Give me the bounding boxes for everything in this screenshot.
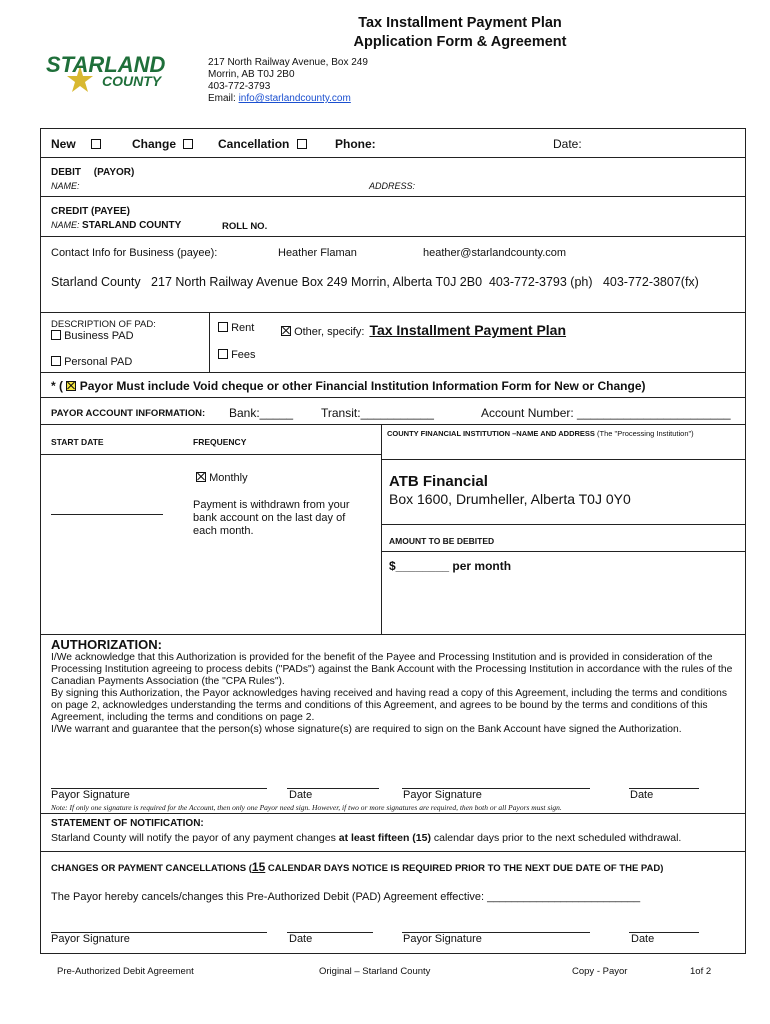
- fees-checkbox[interactable]: [218, 349, 228, 359]
- contact-email: heather@starlandcounty.com: [423, 247, 567, 259]
- date-label: Date:: [553, 137, 582, 151]
- footer-center: Original – Starland County: [319, 966, 431, 977]
- amount-label: AMOUNT TO BE DEBITED: [389, 536, 495, 546]
- void-cheque-checkbox[interactable]: [66, 381, 76, 391]
- cancel-payor-signature-1[interactable]: Payor Signature: [51, 933, 130, 945]
- starland-county-logo: [40, 48, 190, 98]
- authorization-title: AUTHORIZATION:: [51, 637, 162, 652]
- contact-address-line: Starland County 217 North Railway Avenue Box 249 Morrin, Alberta T0J 2B0 403-772-3793 (ph) 403-772-3807(fx): [51, 275, 699, 289]
- payor-signature-1[interactable]: Payor Signature: [51, 789, 130, 801]
- logo-word-county: COUNTY: [102, 73, 162, 89]
- contact-label: Contact Info for Business (payee):: [51, 247, 218, 259]
- date-1[interactable]: Date: [289, 789, 313, 801]
- cancel-payor-signature-2[interactable]: Payor Signature: [403, 933, 482, 945]
- other-specify-value: Tax Installment Payment Plan: [369, 322, 567, 338]
- pad-description-label: DESCRIPTION OF PAD:: [51, 319, 156, 330]
- frequency-label: FREQUENCY: [193, 437, 247, 447]
- form-frame: New Change Cancellation Phone: Date: DEBIT (PAYOR) NAME: ADDRESS: CREDIT (PAYEE) NAME: STARLAND COUNTY ROLL NO. Contact Info for Business (payee): Heather Flaman heather@starlandcounty.com Starland County 217 North Railway Avenue Box 249 Morrin, Alberta T0J 2B0 403-772-3793 (ph) 403-772-3807(fx) DESCRIPTION OF PAD: Business PAD Personal PAD Rent Fees Other, specify: Tax Installment Payment Plan * ( Payor Must include Void cheque or other Financial Institution Information Form for New or Change) PAYOR ACCOUNT INFORMATION: Bank:_____ Transit:___________ Account Number: _______________________ START DATE FREQUENCY COUNTY FINANCIAL INSTITUTION –NAME AND ADDRESS (The "Processing Institution") Monthly Payment is withdrawn from your bank account on the last day of each month. ATB Financial Box 1600, Drumheller, Alberta T0J 0Y0 AMOUNT TO BE DEBITED $________ per month AUTHORIZATION: I/We acknowledge that this Authorization is provided for the benefit of the Payee and Processing Institution and is provided in consideration of the Processing Institution agreeing to process debits ("PADs") against the Bank Account with the Processing Institution in accordance with the rules of the Canadian Payments Association (the "CPA Rules"). By signing this Authorization, the Payor acknowledges having received and having read a copy of this Agreement, including the terms and conditions on page 2, acknowledges understanding the terms and conditions of this Agreement, and agrees to be bound by the terms and conditions of this Agreement, including the terms and conditions on page 2. I/We warrant and guarantee that the person(s) whose signature(s) are required to sign on the Bank Account have signed the Authorization. Payor Signature Date Payor Signature Date Note: If only one signature is required for the Account, then only one Payor need sign. However, if two or more signatures are required, then both or all Payors must sign. STATEMENT OF NOTIFICATION: Starland County will notify the payor of any payment changes at least fifteen (15) calendar days prior to the next scheduled withdrawal. CHANGES OR PAYMENT CANCELLATIONS (15 CALENDAR DAYS NOTICE IS REQUIRED PRIOR TO THE NEXT DUE DATE OF THE PAD) The Payor hereby cancels/changes this Pre-Authorized Debit (PAD) Agreement effective: _________________________ Payor Signature Date Payor Signature Date: [40, 128, 746, 954]
- logo-word-starland: STARLAND: [46, 52, 166, 77]
- debit-address-label: ADDRESS:: [369, 181, 416, 191]
- page-number: 1of 2: [690, 966, 712, 977]
- bank-field[interactable]: Bank:_____: [229, 406, 294, 420]
- footer-right: Copy - Payor: [572, 966, 628, 977]
- payor-signature-2[interactable]: Payor Signature: [403, 789, 482, 801]
- new-checkbox[interactable]: [91, 139, 101, 149]
- date-2[interactable]: Date: [630, 789, 654, 801]
- county-address: 217 North Railway Avenue, Box 249 Morrin, AB T0J 2B0 403-772-3793 Email: info@starlandcounty.com: [208, 57, 368, 104]
- monthly-checkbox[interactable]: [196, 472, 206, 482]
- notification-title: STATEMENT OF NOTIFICATION:: [51, 818, 204, 829]
- cancel-date-2[interactable]: Date: [631, 933, 655, 945]
- frequency-note: Payment is withdrawn from your bank account on the last day of each month.: [193, 499, 350, 537]
- email-link[interactable]: info@starlandcounty.com: [238, 93, 351, 104]
- start-date-label: START DATE: [51, 437, 104, 447]
- notification-text: Starland County will notify the payor of any payment changes at least fifteen (15) calendar days prior to the next scheduled withdrawal.: [51, 832, 682, 844]
- contact-person: Heather Flaman: [278, 247, 357, 259]
- amount-field[interactable]: $________ per month: [389, 559, 512, 573]
- page-title: Tax Installment Payment Plan Application Form & Agreement: [353, 15, 567, 50]
- institution-address: Box 1600, Drumheller, Alberta T0J 0Y0: [389, 491, 631, 507]
- rent-option[interactable]: Rent: [218, 322, 254, 334]
- roll-no-label: ROLL NO.: [222, 221, 268, 232]
- debit-section: DEBIT (PAYOR): [51, 167, 135, 178]
- change-checkbox[interactable]: [183, 139, 193, 149]
- authorization-text: I/We acknowledge that this Authorization is provided for the benefit of the Payee and Processing Institution and is provided in consideration of the Processing Institution agreeing to process debits ("PADs") against the Bank Account with the Processing Institution in accordance with the rules of the Canadian Payments Association (the "CPA Rules"). By signing this Authorization, the Payor acknowledges having received and having read a copy of this Agreement, including the terms and conditions on page 2, acknowledges understanding the terms and conditions of this Agreement, and agrees to be bound by the terms and conditions of this Agreement, including the terms and conditions on page 2. I/We warrant and guarantee that the person(s) whose signature(s) are required to sign on the Bank Account have signed the Authorization.: [51, 652, 733, 735]
- fees-option[interactable]: Fees: [218, 349, 256, 361]
- cancellation-effective[interactable]: The Payor hereby cancels/changes this Pre-Authorized Debit (PAD) Agreement effective: _________________________: [51, 891, 641, 903]
- footer-left: Pre-Authorized Debit Agreement: [57, 966, 194, 977]
- void-cheque-notice: * ( Payor Must include Void cheque or other Financial Institution Information Form for New or Change): [51, 379, 646, 393]
- credit-title: CREDIT (PAYEE): [51, 206, 130, 217]
- business-pad-checkbox[interactable]: [51, 330, 61, 340]
- payor-account-label: PAYOR ACCOUNT INFORMATION:: [51, 408, 206, 419]
- cancellation-checkbox[interactable]: [297, 139, 307, 149]
- debit-name-label: NAME:: [51, 181, 80, 191]
- monthly-option[interactable]: Monthly: [196, 472, 248, 484]
- type-row: New: [51, 137, 101, 151]
- personal-pad-checkbox[interactable]: [51, 356, 61, 366]
- business-pad-option[interactable]: Business PAD: [51, 330, 134, 342]
- cancellation-title: CHANGES OR PAYMENT CANCELLATIONS (15 CALENDAR DAYS NOTICE IS REQUIRED PRIOR TO THE NEXT DUE DATE OF THE PAD): [51, 860, 664, 874]
- cancel-date-1[interactable]: Date: [289, 933, 313, 945]
- institution-name: ATB Financial: [389, 473, 488, 490]
- start-date-field[interactable]: [51, 514, 163, 515]
- other-option[interactable]: Other, specify: Tax Installment Payment Plan: [281, 322, 566, 338]
- other-checkbox[interactable]: [281, 326, 291, 336]
- institution-label: COUNTY FINANCIAL INSTITUTION –NAME AND ADDRESS (The "Processing Institution"): [387, 429, 694, 438]
- rent-checkbox[interactable]: [218, 322, 228, 332]
- signature-note: Note: If only one signature is required for the Account, then only one Payor need sign. However, if two or more signatures are required, then both or all Payors must sign.: [51, 803, 562, 812]
- phone-label: Phone:: [335, 137, 376, 151]
- transit-field[interactable]: Transit:___________: [321, 406, 434, 420]
- account-number-field[interactable]: Account Number: _______________________: [481, 406, 731, 420]
- credit-name: NAME: STARLAND COUNTY: [51, 220, 182, 231]
- personal-pad-option[interactable]: Personal PAD: [51, 356, 132, 368]
